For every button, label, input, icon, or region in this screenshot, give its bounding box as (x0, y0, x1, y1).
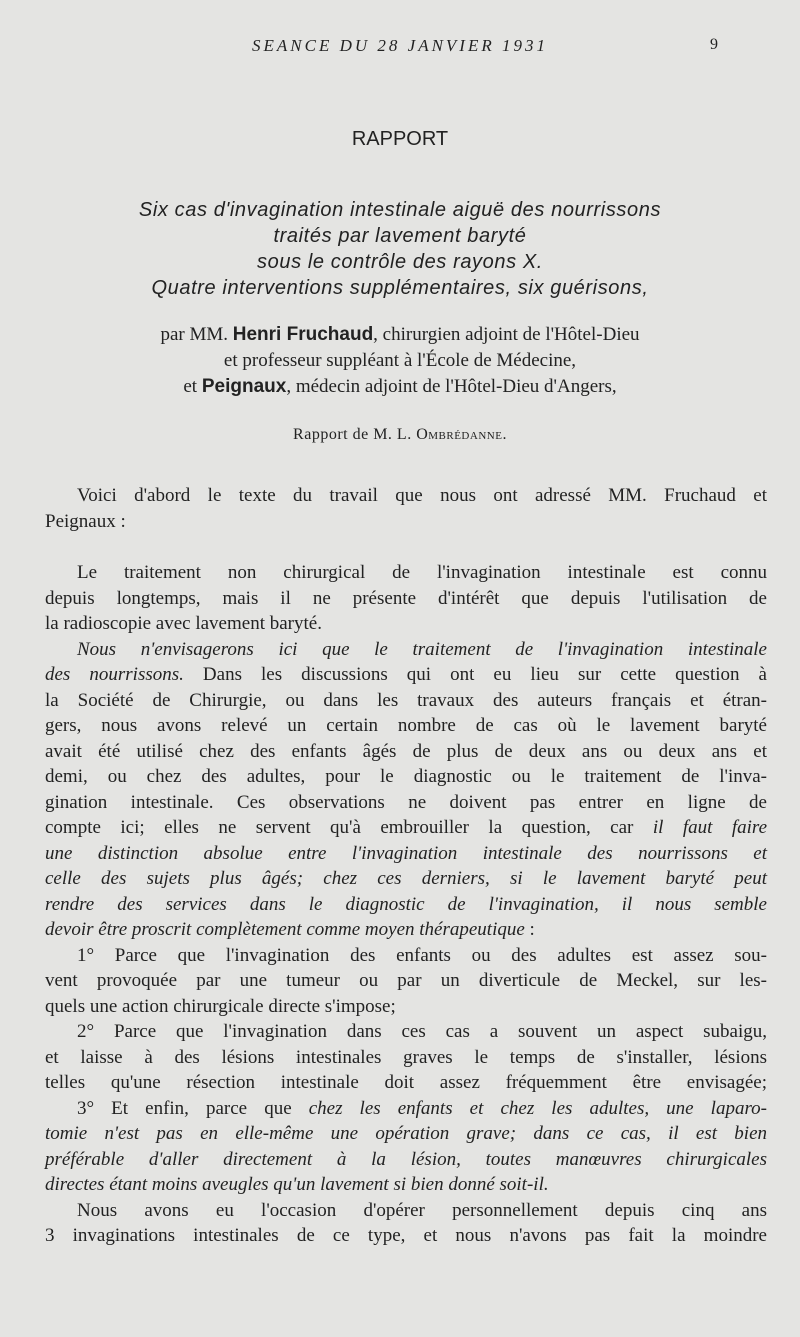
author-line (40, 374, 760, 400)
section-label: RAPPORT (351, 128, 449, 150)
italic-text: tomie n'est pas en elle-même une opération grave; dans ce cas, il est bien (45, 1123, 767, 1144)
text-line: Voici d'abord le texte du travail que nous ont adressé MM. Fruchaud et (77, 485, 767, 506)
text-line: Nous avons eu l'occasion d'opérer personnellement depuis cinq ans (77, 1199, 767, 1221)
title-line: Six cas d'invagination intestinale aiguë des nourrissons (138, 199, 662, 221)
text-line: et laisse à des lésions intestinales graves le temps de s'installer, lésions (45, 1046, 767, 1068)
text-line: demi, ou chez des adultes, pour le diagnostic ou le traitement de l'inva- (45, 766, 767, 787)
text-line: gers, nous avons relevé un certain nombre de cas où le lavement baryté (45, 715, 767, 736)
author-affiliation: , chirurgien adjoint de l'Hôtel-Dieu (373, 324, 640, 345)
italic-text: préférable d'aller directement à la lésion, toutes manœuvres chirurgicales (45, 1148, 767, 1170)
article-title (40, 197, 760, 301)
text-line (45, 866, 767, 892)
text-line: la Société de Chirurgie, ou dans les travaux des auteurs français et étran- (45, 689, 767, 711)
roman-text: Dans les discussions qui ont eu lieu sur cette question à (183, 664, 767, 685)
text-line (45, 1172, 767, 1198)
author-affiliation: , médecin adjoint de l'Hôtel-Dieu d'Angers, (286, 376, 617, 397)
running-head: SEANCE DU 28 JANVIER 1931 (252, 36, 548, 55)
text-line: 3 invaginations intestinales de ce type, et nous n'avons pas fait la moindre (45, 1225, 767, 1246)
author-prefix: par MM. (160, 324, 229, 345)
text-line: Peignaux : (45, 510, 126, 532)
title-line: Quatre interventions supplémentaires, six guérisons, (151, 277, 649, 299)
italic-text: celle des sujets plus âgés; chez ces derniers, si le lavement baryté peut (45, 868, 767, 889)
text-line (45, 917, 767, 943)
title-line: sous le contrôle des rayons X. (257, 251, 543, 273)
italic-text: devoir être proscrit complètement comme moyen thérapeutique (45, 919, 525, 940)
report-prefix: Rapport de M. L. (293, 426, 412, 443)
text-line: telles qu'une résection intestinale doit assez fréquemment être envisagée; (45, 1072, 767, 1093)
title-line: traités par lavement baryté (273, 225, 527, 247)
italic-text: chez les enfants et chez les adultes, une laparo- (308, 1097, 767, 1119)
authors-block (40, 322, 760, 400)
text-line (45, 1147, 767, 1173)
italic-text: Nous n'envisagerons ici que le traitement de l'invagination intestinale (77, 638, 767, 660)
author-name: Peignaux (201, 376, 287, 397)
author-name: Henri Fruchaud (232, 324, 374, 345)
text-line (45, 892, 767, 918)
text-line: la radioscopie avec lavement baryté. (45, 613, 322, 634)
report-attribution (0, 426, 800, 444)
italic-text: il faut faire (652, 817, 768, 838)
text-line (45, 815, 767, 841)
text-line: depuis longtemps, mais il ne présente d'intérêt que depuis l'utilisation de (45, 587, 767, 609)
text-line: 1° Parce que l'invagination des enfants ou des adultes est assez sou- (77, 944, 767, 966)
author-line: et professeur suppléant à l'École de Médecine, (223, 350, 577, 371)
text-line: quels une action chirurgicale directe s'impose; (45, 995, 396, 1017)
italic-text: une distinction absolue entre l'invagination intestinale des nourrissons et (45, 842, 767, 864)
text-line (45, 1121, 767, 1147)
text-line: gination intestinale. Ces observations ne doivent pas entrer en ligne de (45, 791, 767, 813)
roman-text: compte ici; elles ne servent qu'à embrouiller la question, car (45, 817, 653, 838)
body-text (45, 560, 767, 1249)
italic-text: directes étant moins aveugles qu'un lavement si bien donné soit-il. (45, 1174, 549, 1195)
text-line (45, 841, 767, 867)
text-line (45, 637, 767, 663)
text-line (45, 1096, 767, 1122)
author-prefix: et (183, 376, 198, 397)
italic-text: rendre des services dans le diagnostic de l'invagination, il nous semble (45, 893, 767, 915)
author-line (40, 322, 760, 348)
roman-text: : (524, 919, 535, 940)
text-line: avait été utilisé chez des enfants âgés de plus de deux ans ou deux ans et (45, 740, 767, 762)
report-suffix: . (502, 426, 507, 443)
text-line (45, 662, 767, 688)
page-number: 9 (710, 36, 718, 53)
roman-text: 3° Et enfin, parce que (77, 1097, 309, 1119)
italic-text: des nourrissons. (45, 664, 184, 685)
intro-paragraph (45, 483, 767, 534)
reporter-name: Ombrédanne (416, 426, 503, 443)
text-line: 2° Parce que l'invagination dans ces cas a souvent un aspect subaigu, (77, 1021, 767, 1042)
text-line: vent provoquée par une tumeur ou par un diverticule de Meckel, sur les- (45, 970, 767, 991)
text-line: Le traitement non chirurgical de l'invagination intestinale est connu (77, 562, 767, 583)
